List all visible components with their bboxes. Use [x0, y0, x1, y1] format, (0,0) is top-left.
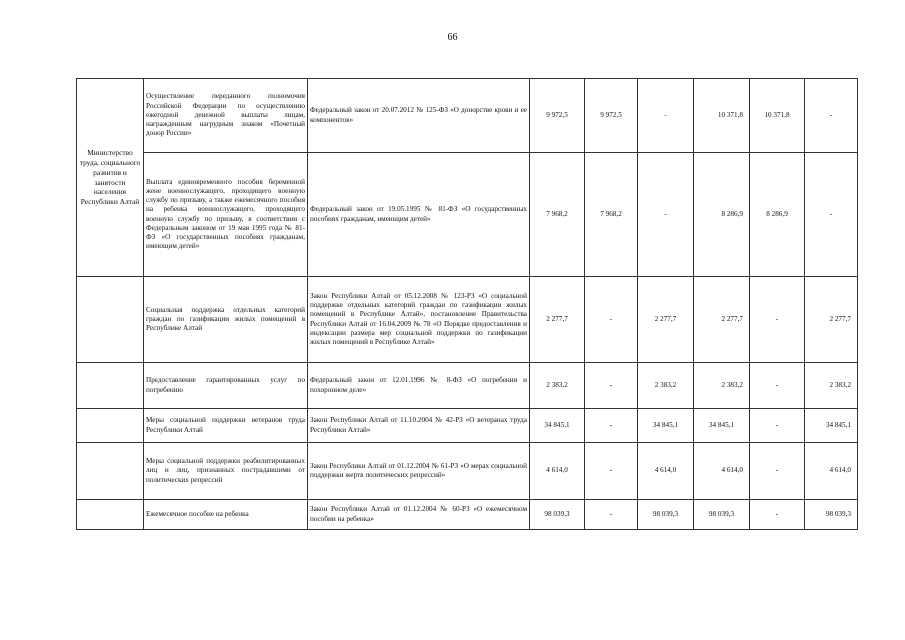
value-cell: 10 371,8	[694, 79, 750, 153]
value-cell: -	[805, 79, 858, 153]
value-cell: 34 845,1	[694, 409, 750, 443]
value-cell: 9 972,5	[530, 79, 585, 153]
empty-ministry-cell	[77, 443, 144, 500]
value-cell: 4 614,0	[694, 443, 750, 500]
value-cell: 2 277,7	[530, 277, 585, 363]
value-cell: 98 039,3	[638, 500, 694, 530]
value-cell: 2 277,7	[638, 277, 694, 363]
value-cell: -	[750, 277, 805, 363]
page-number: 66	[447, 32, 458, 43]
budget-table	[76, 78, 858, 530]
value-cell: 7 968,2	[530, 153, 585, 277]
value-cell: -	[585, 500, 638, 530]
value-cell: 98 039,3	[805, 500, 858, 530]
value-cell: 2 383,2	[805, 363, 858, 409]
empty-ministry-cell	[77, 409, 144, 443]
law-cell: Федеральный закон от 19.05.1995 № 81-ФЗ «О государственных пособиях гражданам, имеющим детей»	[308, 153, 530, 277]
law-cell: Закон Республики Алтай от 01.12.2004 № 60-РЗ «О ежемесячном пособии на ребенка»	[308, 500, 530, 530]
law-cell: Закон Республики Алтай от 05.12.2008 № 123-РЗ «О социальной поддержке отдельных категорий граждан по газификации жилых помещений в Республике Алтай», постановление Правительства Республики Алтай от 16.04.2009 № 78 «О Порядке предоставления и индексации размера мер социальной поддержки по газификации жилых помещений в Республике Алтай»	[308, 277, 530, 363]
table-row	[77, 500, 858, 530]
table-row	[77, 443, 858, 500]
value-cell: 4 614,0	[805, 443, 858, 500]
value-cell: 2 383,2	[694, 363, 750, 409]
law-cell: Федеральный закон от 20.07.2012 № 125-ФЗ «О донорстве крови и ее компонентов»	[308, 79, 530, 153]
measure-cell: Меры социальной поддержки ветеранов труда Республики Алтай	[144, 409, 308, 443]
value-cell: 34 845,1	[805, 409, 858, 443]
empty-ministry-cell	[77, 277, 144, 363]
ministry-cell: Министерство труда, социального развития и занятости населения Республики Алтай	[77, 79, 144, 277]
measure-cell: Предоставление гарантированных услуг по погребению	[144, 363, 308, 409]
value-cell: 4 614,0	[530, 443, 585, 500]
measure-cell: Меры социальной поддержки реабилитированных лиц и лиц, признанных пострадавшими от политических репрессий	[144, 443, 308, 500]
value-cell: -	[585, 363, 638, 409]
measure-cell: Социальная поддержка отдельных категорий граждан по газификации жилых помещений в Республике Алтай	[144, 277, 308, 363]
value-cell: -	[585, 409, 638, 443]
value-cell: -	[638, 79, 694, 153]
value-cell: 34 845,1	[638, 409, 694, 443]
value-cell: 2 383,2	[530, 363, 585, 409]
table-row	[77, 363, 858, 409]
value-cell: 8 286,9	[694, 153, 750, 277]
value-cell: 98 039,3	[694, 500, 750, 530]
value-cell: 2 277,7	[694, 277, 750, 363]
value-cell: -	[750, 409, 805, 443]
value-cell: -	[585, 443, 638, 500]
law-cell: Федеральный закон от 12.01.1996 № 8-ФЗ «О погребении и похоронном деле»	[308, 363, 530, 409]
value-cell: 98 039,3	[530, 500, 585, 530]
law-cell: Закон Республики Алтай от 11.10.2004 № 42-РЗ «О ветеранах труда Республики Алтай»	[308, 409, 530, 443]
value-cell: 2 383,2	[638, 363, 694, 409]
value-cell: -	[805, 153, 858, 277]
table-row	[77, 79, 858, 153]
measure-cell: Выплата единовременного пособия беременной жене военнослужащего, проходящего военную службу по призыву, а также ежемесячного пособия на ребенка военнослужащего, проходящего военную службу по призыву, в соответствии с Федеральным законом от 19 мая 1995 года № 81-ФЗ «О государственных пособиях гражданам, имеющим детей»	[144, 153, 308, 277]
table-row	[77, 277, 858, 363]
empty-ministry-cell	[77, 500, 144, 530]
value-cell: -	[750, 363, 805, 409]
measure-cell: Ежемесячное пособие на ребенка	[144, 500, 308, 530]
value-cell: 34 845,1	[530, 409, 585, 443]
value-cell: 9 972,5	[585, 79, 638, 153]
value-cell: -	[585, 277, 638, 363]
table-row	[77, 153, 858, 277]
law-cell: Закон Республики Алтай от 01.12.2004 № 61-РЗ «О мерах социальной поддержки жертв политических репрессий»	[308, 443, 530, 500]
value-cell: 8 286,9	[750, 153, 805, 277]
table-row	[77, 409, 858, 443]
measure-cell: Осуществление переданного полномочия Российской Федерации по осуществлению ежегодной денежной выплаты лицам, награжденным нагрудным знаком «Почетный донор России»	[144, 79, 308, 153]
value-cell: 10 371,8	[750, 79, 805, 153]
value-cell: -	[638, 153, 694, 277]
value-cell: -	[750, 443, 805, 500]
value-cell: -	[750, 500, 805, 530]
value-cell: 4 614,0	[638, 443, 694, 500]
empty-ministry-cell	[77, 363, 144, 409]
value-cell: 7 968,2	[585, 153, 638, 277]
value-cell: 2 277,7	[805, 277, 858, 363]
